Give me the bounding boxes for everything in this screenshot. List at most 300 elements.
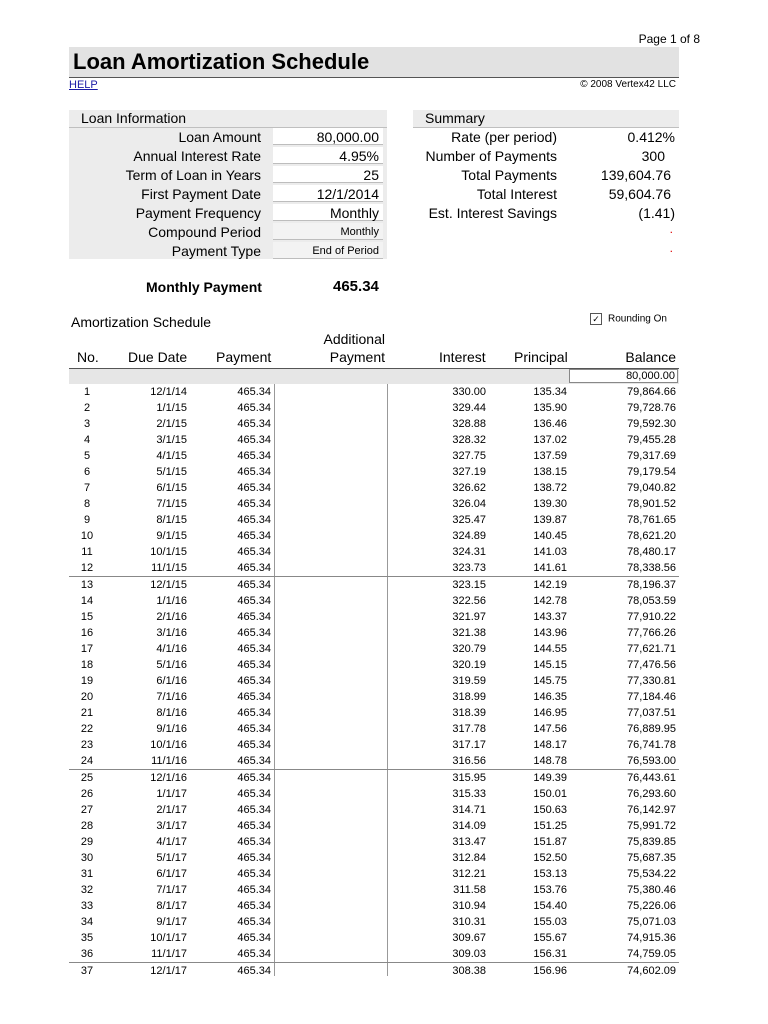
- col-header-due-date: Due Date: [128, 349, 188, 365]
- row-payment: 465.34: [237, 643, 271, 655]
- table-row: [69, 946, 679, 963]
- row-due-date: 7/1/16: [156, 691, 187, 703]
- table-row: [69, 898, 679, 914]
- table-row: [69, 512, 679, 528]
- row-due-date: 4/1/15: [156, 450, 187, 462]
- row-balance: 79,592.30: [627, 418, 676, 430]
- row-balance: 77,621.71: [627, 643, 676, 655]
- row-interest: 316.56: [452, 755, 486, 767]
- row-payment: 465.34: [237, 804, 271, 816]
- table-row: [69, 480, 679, 496]
- row-number: 36: [80, 948, 94, 960]
- table-row: [69, 400, 679, 416]
- table-row: [69, 464, 679, 480]
- row-interest: 308.38: [452, 965, 486, 977]
- row-balance: 76,741.78: [627, 739, 676, 751]
- row-payment: 465.34: [237, 836, 271, 848]
- row-due-date: 10/1/16: [150, 739, 187, 751]
- row-interest: 312.21: [452, 868, 486, 880]
- row-due-date: 9/1/16: [156, 723, 187, 735]
- row-due-date: 8/1/15: [156, 514, 187, 526]
- row-principal: 146.35: [533, 691, 567, 703]
- row-interest: 312.84: [452, 852, 486, 864]
- col-header-no: No.: [77, 349, 99, 365]
- row-principal: 153.13: [533, 868, 567, 880]
- row-balance: 78,621.20: [627, 530, 676, 542]
- row-number: 10: [80, 530, 94, 542]
- starting-balance-cell: 80,000.00: [569, 369, 678, 383]
- row-principal: 147.56: [533, 723, 567, 735]
- row-balance: 77,330.81: [627, 675, 676, 687]
- first-payment-date-label: First Payment Date: [141, 186, 261, 202]
- row-due-date: 10/1/15: [150, 546, 187, 558]
- col-header-interest: Interest: [439, 349, 486, 365]
- col-header-additional-payment: Payment: [329, 349, 385, 365]
- summary-total-payments-value: 139,604.76: [600, 167, 671, 183]
- row-interest: 326.62: [452, 482, 486, 494]
- schedule-table-body: [69, 384, 679, 979]
- row-principal: 146.95: [533, 707, 567, 719]
- row-payment: 465.34: [237, 402, 271, 414]
- row-payment: 465.34: [237, 530, 271, 542]
- row-due-date: 7/1/15: [156, 498, 187, 510]
- row-payment: 465.34: [237, 772, 271, 784]
- row-principal: 145.75: [533, 675, 567, 687]
- row-due-date: 12/1/14: [150, 386, 187, 398]
- row-principal: 142.78: [533, 595, 567, 607]
- row-balance: 75,687.35: [627, 852, 676, 864]
- col-header-payment: Payment: [216, 349, 272, 365]
- copyright-notice: © 2008 Vertex42 LLC: [580, 79, 676, 90]
- row-payment: 465.34: [237, 932, 271, 944]
- table-row: [69, 625, 679, 641]
- row-number: 18: [80, 659, 94, 671]
- row-due-date: 3/1/17: [156, 820, 187, 832]
- row-interest: 310.94: [452, 900, 486, 912]
- loan-term-label: Term of Loan in Years: [125, 167, 261, 183]
- row-due-date: 12/1/15: [150, 579, 187, 591]
- row-interest: 313.47: [452, 836, 486, 848]
- table-row: [69, 448, 679, 464]
- row-due-date: 2/1/17: [156, 804, 187, 816]
- summary-rate-label: Rate (per period): [451, 129, 557, 145]
- payment-frequency-label: Payment Frequency: [135, 205, 261, 221]
- loan-amount-input[interactable]: 80,000.00: [273, 128, 383, 145]
- row-number: 7: [83, 482, 91, 494]
- row-principal: 135.90: [533, 402, 567, 414]
- row-payment: 465.34: [237, 386, 271, 398]
- row-interest: 326.04: [452, 498, 486, 510]
- row-number: 4: [83, 434, 91, 446]
- row-balance: 77,910.22: [627, 611, 676, 623]
- table-row: [69, 641, 679, 657]
- summary-number-of-payments-label: Number of Payments: [425, 148, 557, 164]
- table-row: [69, 577, 679, 593]
- row-balance: 79,455.28: [627, 434, 676, 446]
- table-row: [69, 432, 679, 448]
- loan-information-heading: Loan Information: [69, 110, 387, 128]
- payment-type-label: Payment Type: [171, 243, 261, 259]
- row-number: 11: [81, 546, 93, 558]
- row-due-date: 5/1/15: [156, 466, 187, 478]
- row-number: 3: [83, 418, 91, 430]
- row-principal: 137.59: [533, 450, 567, 462]
- row-number: 35: [80, 932, 94, 944]
- row-payment: 465.34: [237, 611, 271, 623]
- row-principal: 151.25: [533, 820, 567, 832]
- summary-rate-row: [413, 128, 679, 147]
- row-due-date: 8/1/16: [156, 707, 187, 719]
- compound-period-row: [69, 223, 387, 242]
- row-due-date: 7/1/17: [156, 884, 187, 896]
- row-due-date: 12/1/17: [150, 965, 187, 977]
- row-principal: 139.30: [533, 498, 567, 510]
- row-balance: 77,184.46: [627, 691, 676, 703]
- amortization-schedule-title: Amortization Schedule: [71, 314, 212, 330]
- row-balance: 76,293.60: [627, 788, 676, 800]
- row-payment: 465.34: [237, 659, 271, 671]
- row-due-date: 11/1/16: [151, 755, 187, 767]
- row-due-date: 2/1/15: [156, 418, 187, 430]
- row-due-date: 4/1/16: [156, 643, 187, 655]
- table-row: [69, 802, 679, 818]
- table-row: [69, 834, 679, 850]
- table-row: [69, 689, 679, 705]
- row-interest: 320.19: [452, 659, 486, 671]
- row-number: 8: [83, 498, 91, 510]
- table-row: [69, 705, 679, 721]
- row-balance: 78,338.56: [627, 562, 676, 574]
- payment-type-select[interactable]: End of Period: [273, 242, 383, 259]
- row-balance: 77,476.56: [627, 659, 676, 671]
- row-number: 14: [80, 595, 94, 607]
- row-due-date: 11/1/17: [151, 948, 187, 960]
- table-row: [69, 914, 679, 930]
- compound-period-select[interactable]: Monthly: [273, 223, 383, 240]
- summary-total-interest-value: 59,604.76: [608, 186, 671, 202]
- row-interest: 320.79: [452, 643, 486, 655]
- row-number: 31: [80, 868, 94, 880]
- row-balance: 75,071.03: [627, 916, 676, 928]
- row-balance: 75,839.85: [627, 836, 676, 848]
- row-due-date: 1/1/16: [156, 595, 187, 607]
- row-balance: 77,766.26: [627, 627, 676, 639]
- summary-rate-value: 0.412%: [627, 129, 675, 145]
- row-interest: 321.97: [452, 611, 486, 623]
- row-principal: 148.17: [533, 739, 567, 751]
- summary-marker-2: .: [669, 241, 673, 255]
- row-due-date: 9/1/15: [156, 530, 187, 542]
- row-payment: 465.34: [237, 755, 271, 767]
- row-principal: 139.87: [533, 514, 567, 526]
- row-number: 6: [83, 466, 91, 478]
- row-number: 27: [80, 804, 94, 816]
- summary-interest-savings-value: (1.41): [638, 205, 675, 221]
- row-due-date: 6/1/16: [156, 675, 187, 687]
- row-balance: 75,226.06: [627, 900, 676, 912]
- summary-number-of-payments-row: [413, 147, 679, 166]
- row-number: 5: [83, 450, 91, 462]
- row-payment: 465.34: [237, 450, 271, 462]
- table-row: [69, 721, 679, 737]
- row-interest: 324.31: [452, 546, 486, 558]
- row-balance: 76,593.00: [627, 755, 676, 767]
- table-row: [69, 786, 679, 802]
- row-number: 30: [80, 852, 94, 864]
- table-row: [69, 737, 679, 753]
- row-number: 15: [80, 611, 94, 623]
- row-interest: 325.47: [452, 514, 486, 526]
- table-row: [69, 963, 679, 979]
- row-principal: 155.67: [533, 932, 567, 944]
- row-due-date: 5/1/17: [156, 852, 187, 864]
- table-row: [69, 593, 679, 609]
- row-number: 20: [80, 691, 94, 703]
- row-due-date: 4/1/17: [156, 836, 187, 848]
- row-balance: 79,040.82: [627, 482, 676, 494]
- row-number: 24: [80, 755, 94, 767]
- row-payment: 465.34: [237, 965, 271, 977]
- row-interest: 315.33: [452, 788, 486, 800]
- row-number: 34: [80, 916, 94, 928]
- row-balance: 75,380.46: [627, 884, 676, 896]
- row-number: 22: [80, 723, 94, 735]
- row-payment: 465.34: [237, 707, 271, 719]
- title-bar: [69, 47, 679, 78]
- row-due-date: 3/1/16: [156, 627, 187, 639]
- row-interest: 327.75: [452, 450, 486, 462]
- row-principal: 137.02: [533, 434, 567, 446]
- row-number: 2: [83, 402, 91, 414]
- row-due-date: 1/1/17: [156, 788, 187, 800]
- row-interest: 317.78: [452, 723, 486, 735]
- row-due-date: 1/1/15: [156, 402, 187, 414]
- row-number: 28: [80, 820, 94, 832]
- row-balance: 74,602.09: [627, 965, 676, 977]
- payment-frequency-select[interactable]: Monthly: [273, 204, 383, 221]
- first-payment-date-row: [69, 185, 387, 204]
- row-interest: 314.71: [452, 804, 486, 816]
- row-payment: 465.34: [237, 820, 271, 832]
- row-balance: 79,864.66: [627, 386, 676, 398]
- summary-total-interest-label: Total Interest: [476, 186, 557, 202]
- row-interest: 328.32: [452, 434, 486, 446]
- row-balance: 77,037.51: [627, 707, 676, 719]
- summary-interest-savings-row: [413, 204, 679, 223]
- row-payment: 465.34: [237, 434, 271, 446]
- row-due-date: 9/1/17: [156, 916, 187, 928]
- row-principal: 156.96: [533, 965, 567, 977]
- row-interest: 314.09: [452, 820, 486, 832]
- row-principal: 138.72: [533, 482, 567, 494]
- row-balance: 79,179.54: [627, 466, 676, 478]
- payment-frequency-row: [69, 204, 387, 223]
- row-payment: 465.34: [237, 852, 271, 864]
- row-interest: 318.99: [452, 691, 486, 703]
- col-header-balance: Balance: [625, 349, 676, 365]
- row-interest: 309.67: [452, 932, 486, 944]
- interest-rate-input[interactable]: 4.95%: [273, 147, 383, 164]
- row-principal: 140.45: [533, 530, 567, 542]
- compound-period-label: Compound Period: [148, 224, 261, 240]
- table-row: [69, 753, 679, 770]
- row-payment: 465.34: [237, 868, 271, 880]
- row-number: 29: [80, 836, 94, 848]
- interest-rate-label: Annual Interest Rate: [133, 148, 261, 164]
- row-number: 25: [80, 772, 94, 784]
- table-row: [69, 657, 679, 673]
- row-principal: 155.03: [533, 916, 567, 928]
- schedule-table-header: [69, 331, 679, 370]
- row-balance: 79,728.76: [627, 402, 676, 414]
- row-payment: 465.34: [237, 562, 271, 574]
- table-row: [69, 609, 679, 625]
- page-title: Loan Amortization Schedule: [73, 49, 370, 74]
- row-interest: 329.44: [452, 402, 486, 414]
- row-payment: 465.34: [237, 723, 271, 735]
- summary-total-interest-row: [413, 185, 679, 204]
- rounding-label: Rounding On: [608, 313, 667, 325]
- row-interest: 310.31: [452, 916, 486, 928]
- row-principal: 151.87: [533, 836, 567, 848]
- row-interest: 319.59: [452, 675, 486, 687]
- row-principal: 136.46: [533, 418, 567, 430]
- row-interest: 323.15: [452, 579, 486, 591]
- row-principal: 154.40: [533, 900, 567, 912]
- row-payment: 465.34: [237, 739, 271, 751]
- row-payment: 465.34: [237, 627, 271, 639]
- row-principal: 135.34: [533, 386, 567, 398]
- row-number: 33: [80, 900, 94, 912]
- row-principal: 153.76: [533, 884, 567, 896]
- loan-information-panel: [69, 110, 387, 259]
- row-principal: 141.03: [533, 546, 567, 558]
- row-balance: 78,480.17: [627, 546, 676, 558]
- table-row: [69, 416, 679, 432]
- table-row: [69, 496, 679, 512]
- row-principal: 150.01: [533, 788, 567, 800]
- summary-heading: Summary: [413, 110, 679, 128]
- row-payment: 465.34: [237, 788, 271, 800]
- row-interest: 324.89: [452, 530, 486, 542]
- rounding-checkbox[interactable]: ✓: [590, 313, 602, 325]
- row-payment: 465.34: [237, 691, 271, 703]
- table-row: [69, 673, 679, 689]
- row-due-date: 6/1/17: [156, 868, 187, 880]
- help-link[interactable]: HELP: [69, 79, 98, 91]
- row-interest: 323.73: [452, 562, 486, 574]
- first-payment-date-input[interactable]: 12/1/2014: [273, 185, 383, 202]
- row-number: 23: [80, 739, 94, 751]
- row-due-date: 5/1/16: [156, 659, 187, 671]
- row-payment: 465.34: [237, 916, 271, 928]
- row-payment: 465.34: [237, 514, 271, 526]
- payment-type-row: [69, 242, 387, 261]
- row-payment: 465.34: [237, 546, 271, 558]
- row-number: 17: [80, 643, 94, 655]
- row-principal: 138.15: [533, 466, 567, 478]
- row-payment: 465.34: [237, 948, 271, 960]
- row-balance: 78,053.59: [627, 595, 676, 607]
- table-row: [69, 930, 679, 946]
- row-principal: 152.50: [533, 852, 567, 864]
- row-payment: 465.34: [237, 418, 271, 430]
- row-interest: 321.38: [452, 627, 486, 639]
- row-due-date: 3/1/15: [156, 434, 187, 446]
- row-number: 21: [80, 707, 94, 719]
- row-interest: 328.88: [452, 418, 486, 430]
- row-interest: 322.56: [452, 595, 486, 607]
- row-balance: 78,196.37: [627, 579, 676, 591]
- rounding-toggle[interactable]: [590, 313, 667, 325]
- table-row: [69, 818, 679, 834]
- table-row: [69, 882, 679, 898]
- row-due-date: 10/1/17: [150, 932, 187, 944]
- table-row: [69, 384, 679, 400]
- row-payment: 465.34: [237, 595, 271, 607]
- table-row: [69, 770, 679, 786]
- interest-rate-row: [69, 147, 387, 166]
- row-principal: 143.96: [533, 627, 567, 639]
- table-row: [69, 850, 679, 866]
- summary-interest-savings-label: Est. Interest Savings: [428, 205, 557, 221]
- row-principal: 156.31: [533, 948, 567, 960]
- row-number: 32: [80, 884, 94, 896]
- row-balance: 78,901.52: [627, 498, 676, 510]
- row-payment: 465.34: [237, 498, 271, 510]
- row-number: 26: [80, 788, 94, 800]
- row-payment: 465.34: [237, 900, 271, 912]
- row-interest: 327.19: [452, 466, 486, 478]
- row-balance: 76,142.97: [627, 804, 676, 816]
- summary-marker-1: .: [669, 222, 673, 236]
- row-principal: 144.55: [533, 643, 567, 655]
- table-row: [69, 866, 679, 882]
- loan-amount-row: [69, 128, 387, 147]
- row-payment: 465.34: [237, 482, 271, 494]
- row-balance: 74,915.36: [627, 932, 676, 944]
- col-header-additional: Additional: [323, 331, 385, 347]
- row-balance: 75,534.22: [627, 868, 676, 880]
- row-number: 13: [80, 579, 94, 591]
- row-due-date: 12/1/16: [150, 772, 187, 784]
- row-interest: 311.58: [453, 884, 486, 896]
- row-interest: 309.03: [452, 948, 486, 960]
- row-number: 9: [83, 514, 91, 526]
- row-interest: 318.39: [452, 707, 486, 719]
- table-row: [69, 528, 679, 544]
- row-principal: 141.61: [533, 562, 567, 574]
- table-row: [69, 560, 679, 577]
- row-payment: 465.34: [237, 466, 271, 478]
- row-payment: 465.34: [237, 884, 271, 896]
- summary-number-of-payments-value: 300: [641, 148, 665, 164]
- loan-amount-label: Loan Amount: [178, 129, 261, 145]
- row-number: 16: [80, 627, 94, 639]
- table-row: [69, 544, 679, 560]
- row-number: 19: [80, 675, 94, 687]
- loan-term-input[interactable]: 25: [273, 166, 383, 183]
- summary-total-payments-label: Total Payments: [461, 167, 557, 183]
- row-number: 12: [80, 562, 94, 574]
- row-due-date: 11/1/15: [151, 562, 187, 574]
- row-due-date: 2/1/16: [156, 611, 187, 623]
- row-principal: 150.63: [533, 804, 567, 816]
- row-principal: 149.39: [533, 772, 567, 784]
- row-balance: 76,443.61: [627, 772, 676, 784]
- row-number: 37: [80, 965, 94, 977]
- row-balance: 76,889.95: [627, 723, 676, 735]
